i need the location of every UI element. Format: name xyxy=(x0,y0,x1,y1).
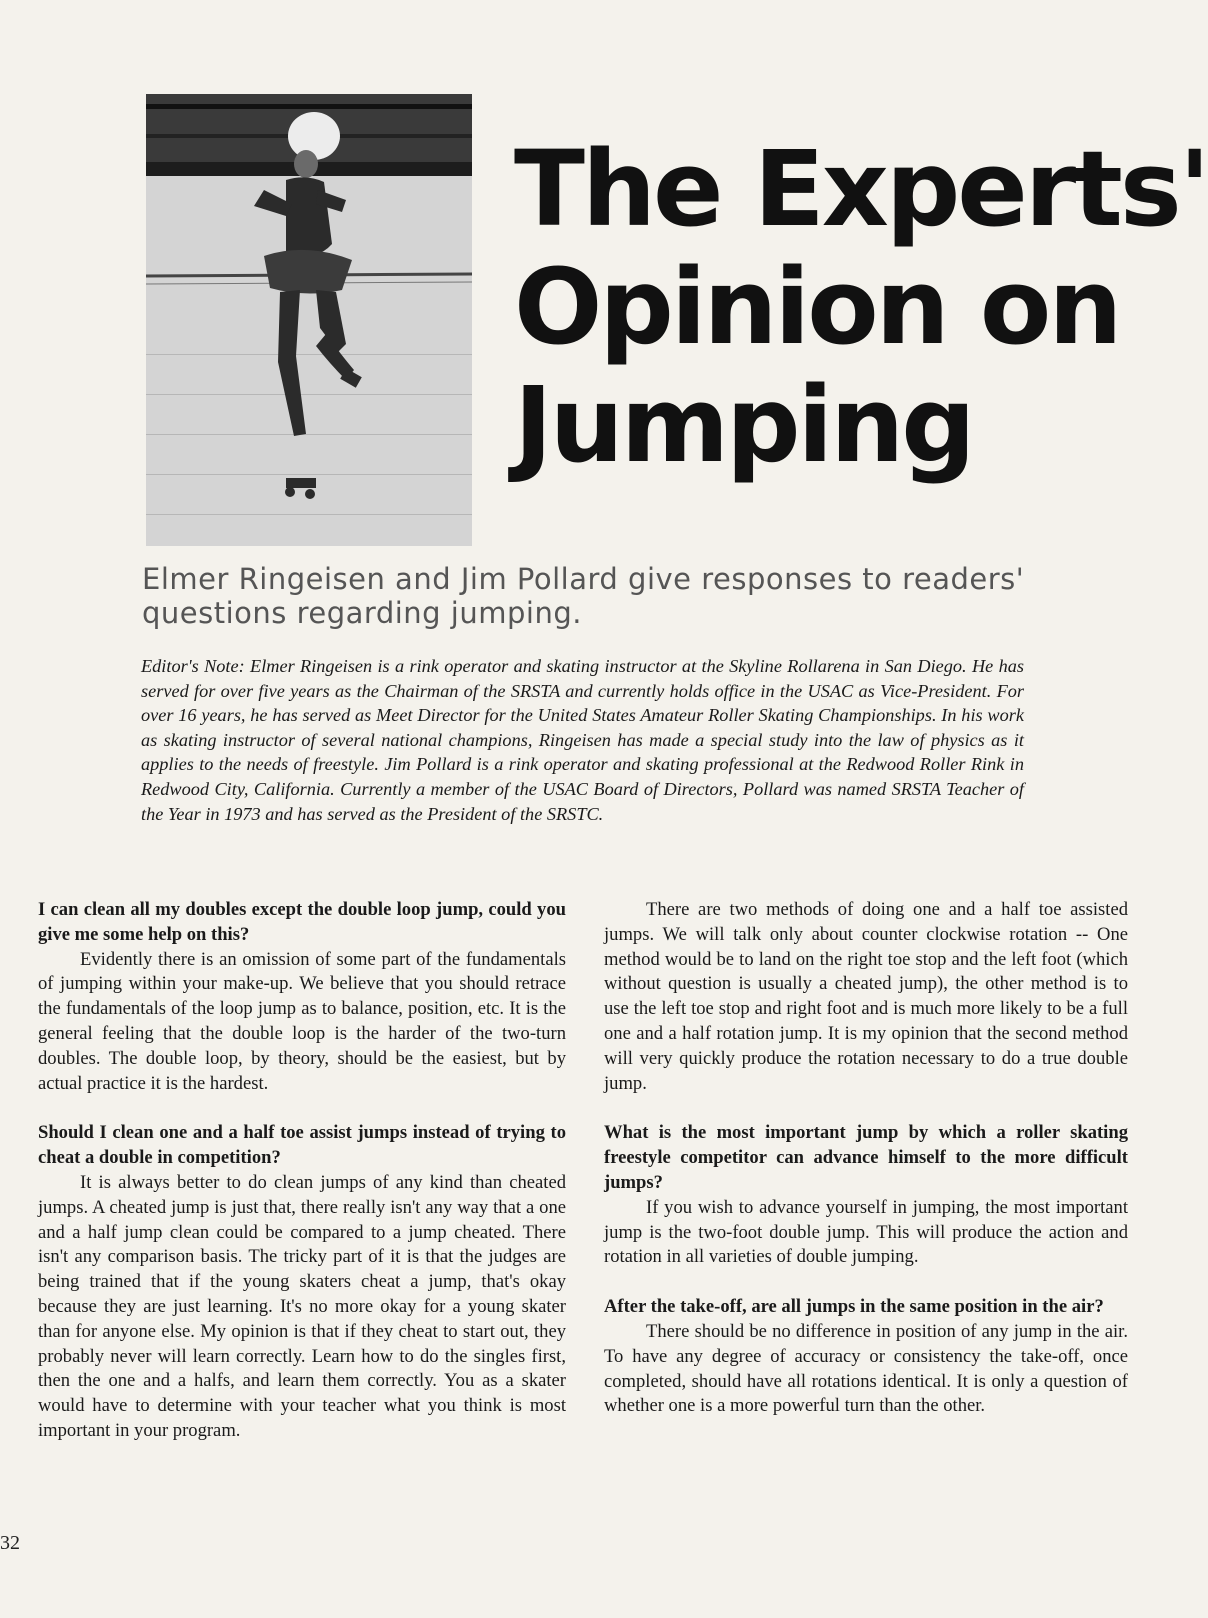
qa-item xyxy=(38,1121,566,1443)
question-text: After the take-off, are all jumps in the same position in the air? xyxy=(604,1296,1104,1318)
answer-text: There should be no difference in position of any jump in the air. To have any degree of accuracy or consistency the take-off, once completed, should have all rotations identical. It is only a question of whether one is a more powerful turn than the other. xyxy=(604,1320,1128,1417)
skater-illustration xyxy=(146,94,472,546)
right-column xyxy=(604,898,1128,1444)
answer-text: There are two methods of doing one and a half toe assisted jumps. We will talk only about counter clockwise rotation -- One method would be to land on the right toe stop and the left foot (which without question is usually a cheated jump), the other method is to use the left toe stop and right foot and is much more likely to be a full one and a half rotation jump. It is my opinion that the second method will very quickly produce the rotation necessary to do a true double jump. xyxy=(604,899,1128,1094)
skater-photo xyxy=(146,94,472,546)
qa-item xyxy=(38,898,566,1096)
article-deck: Elmer Ringeisen and Jim Pollard give responses to readers' questions regarding jumping. xyxy=(142,562,1025,630)
answer-text: If you wish to advance yourself in jumping, the most important jump is the two-foot double jump. This will produce the action and rotation in all varieties of double jumping. xyxy=(604,1196,1128,1268)
title-line-2: Opinion on xyxy=(514,246,1120,368)
question-text: Should I clean one and a half toe assist jumps instead of trying to cheat a double in competition? xyxy=(38,1122,566,1169)
answer-text: Evidently there is an omission of some part of the fundamentals of jumping within your make-up. We believe that you should retrace the fundamentals of the loop jump as to balance, position, etc. It is the general feeling that the double loop is the harder of the two-turn doubles. The double loop, by theory, should be the easiest, but by actual practice it is the hardest. xyxy=(38,948,566,1094)
qa-item xyxy=(604,1295,1128,1419)
title-line-3: Jumping xyxy=(514,364,973,486)
article-title xyxy=(514,130,1208,484)
qa-item xyxy=(604,1121,1128,1270)
question-text: What is the most important jump by which a roller skating freestyle competitor can advance himself to the more difficult jumps? xyxy=(604,1122,1128,1193)
editors-note: Editor's Note: Elmer Ringeisen is a rink operator and skating instructor at the Skyline Rollarena in San Diego. He has served for over five years as the Chairman of the SRSTA and currently holds office in the USAC as Vice-President. For over 16 years, he has served as Meet Director for the United States Amateur Roller Skating Championships. In his work as skating instructor of several national champions, Ringeisen has made a special study into the law of physics as it applies to the needs of freestyle. Jim Pollard is a rink operator and skating professional at the Redwood Roller Rink in Redwood City, California. Currently a member of the USAC Board of Directors, Pollard was named SRSTA Teacher of the Year in 1973 and has served as the President of the SRSTC. xyxy=(141,656,1024,824)
title-line-1: The Experts' xyxy=(514,128,1208,250)
qa-continuation xyxy=(604,898,1128,1096)
page-number: 32 xyxy=(0,1532,20,1554)
left-column xyxy=(38,898,566,1469)
question-text: I can clean all my doubles except the double loop jump, could you give me some help on this? xyxy=(38,899,566,945)
answer-text: It is always better to do clean jumps of any kind than cheated jumps. A cheated jump is just that, there really isn't any way that a one and a half jump clean could be compared to a jump cheated. There isn't any comparison basis. The tricky part of it is that the judges are being trained that if the young skaters cheat a jump, that's okay because they are just learning. It's no more okay for a young skater than for anyone else. My opinion is that if they cheat to start out, they probably never will learn correctly. Learn how to do the singles first, then the one and a halfs, and learn them correctly. You as a skater would have to determine with your teacher what you think is most important in your program. xyxy=(38,1171,566,1441)
